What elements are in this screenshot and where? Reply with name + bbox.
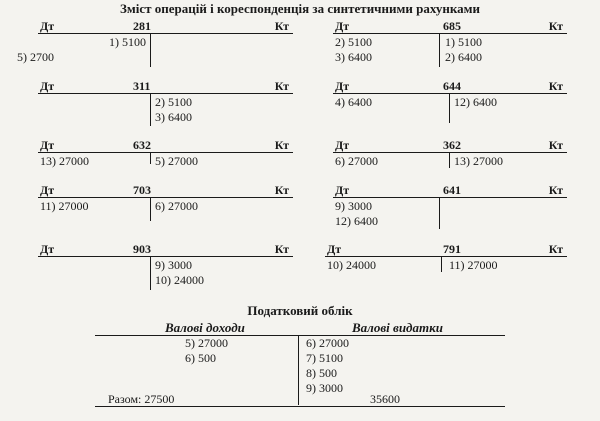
t-account-641: [333, 183, 567, 229]
entry: 9) 3000: [155, 258, 192, 272]
debit-label: Дт: [335, 79, 350, 93]
entry: 1) 5100: [109, 35, 146, 49]
account-number: 903: [133, 242, 151, 256]
entry: 2) 5100: [335, 35, 372, 49]
entry: 6) 500: [185, 351, 216, 365]
entry: 5) 2700: [17, 50, 54, 64]
tax-divider: [298, 335, 299, 405]
account-number: 281: [133, 19, 151, 33]
credit-label: Кт: [548, 19, 563, 33]
credit-label: Кт: [274, 242, 289, 256]
account-number: 685: [443, 19, 461, 33]
debit-label: Дт: [40, 242, 55, 256]
t-account-903: [38, 242, 293, 286]
credit-label: Кт: [274, 79, 289, 93]
entry: 3) 6400: [155, 110, 192, 124]
t-account-644: [333, 79, 567, 123]
debit-label: Дт: [40, 19, 55, 33]
credit-label: Кт: [548, 242, 563, 256]
t-account-311: [38, 79, 293, 123]
entry: 13) 27000: [454, 154, 503, 168]
debit-entries: [335, 35, 372, 65]
debit-label: Дт: [40, 138, 55, 152]
debit-entries: [335, 154, 378, 169]
account-number: 362: [443, 138, 461, 152]
debit-label: Дт: [335, 183, 350, 197]
entry: 11) 27000: [449, 258, 498, 272]
credit-entries: [449, 258, 498, 273]
debit-entries: [17, 35, 146, 65]
debit-label: Дт: [40, 79, 55, 93]
expense-entries: [306, 336, 349, 396]
account-number: 641: [443, 183, 461, 197]
tax-top-rule: [95, 335, 505, 336]
t-account-703: [38, 183, 293, 227]
entry: 12) 6400: [454, 95, 497, 109]
t-account-281: [17, 19, 293, 64]
entry: 5) 27000: [185, 336, 228, 350]
debit-entries: [40, 199, 89, 214]
credit-entries: [445, 35, 482, 65]
entry: 7) 5100: [306, 351, 343, 365]
credit-entries: [155, 154, 198, 169]
credit-label: Кт: [548, 79, 563, 93]
account-number: 644: [443, 79, 461, 93]
credit-label: Кт: [274, 138, 289, 152]
credit-label: Кт: [548, 183, 563, 197]
t-account-632: [38, 138, 293, 182]
debit-entries: [335, 95, 372, 110]
account-number: 791: [443, 242, 461, 256]
entry: 11) 27000: [40, 199, 89, 213]
entry: 13) 27000: [40, 154, 89, 168]
t-account-791: [325, 242, 567, 286]
credit-entries: [454, 95, 497, 110]
entry: 12) 6400: [335, 214, 378, 228]
entry: 2) 6400: [445, 50, 482, 64]
entry: 8) 500: [306, 366, 337, 380]
entry: 1) 5100: [445, 35, 482, 49]
credit-entries: [155, 258, 204, 288]
credit-label: Кт: [274, 19, 289, 33]
entry: 9) 3000: [306, 381, 343, 395]
entry: 2) 5100: [155, 95, 192, 109]
debit-entries: [40, 154, 89, 169]
entry: 10) 24000: [155, 273, 204, 287]
entry: 6) 27000: [335, 154, 378, 168]
credit-entries: [454, 154, 503, 169]
t-account-362: [333, 138, 567, 182]
debit-label: Дт: [335, 138, 350, 152]
debit-label: Дт: [335, 19, 350, 33]
income-header: Валові доходи: [165, 320, 245, 335]
income-entries: [185, 336, 228, 366]
expense-total: 35600: [370, 392, 400, 406]
entry: 9) 3000: [335, 199, 372, 213]
entry: 5) 27000: [155, 154, 198, 168]
debit-entries: [327, 258, 376, 273]
account-number: 311: [133, 79, 151, 93]
debit-label: Дт: [40, 183, 55, 197]
tax-section-title: Податковий облік: [247, 303, 353, 318]
entry: 3) 6400: [335, 50, 372, 64]
entry: 6) 27000: [306, 336, 349, 350]
income-total: Разом: 27500: [108, 392, 175, 406]
entry: 6) 27000: [155, 199, 198, 213]
entry: 4) 6400: [335, 95, 372, 109]
entry: 10) 24000: [327, 258, 376, 272]
debit-label: Дт: [327, 242, 342, 256]
page-title: Зміст операцій і кореспонденція за синтетичними рахунками: [120, 1, 480, 16]
debit-entries: [335, 199, 378, 229]
credit-label: Кт: [274, 183, 289, 197]
account-number: 703: [133, 183, 151, 197]
credit-entries: [155, 199, 198, 214]
account-number: 632: [133, 138, 151, 152]
expense-header: Валові видатки: [352, 320, 443, 335]
credit-entries: [155, 95, 192, 125]
credit-label: Кт: [548, 138, 563, 152]
t-account-685: [333, 19, 567, 63]
